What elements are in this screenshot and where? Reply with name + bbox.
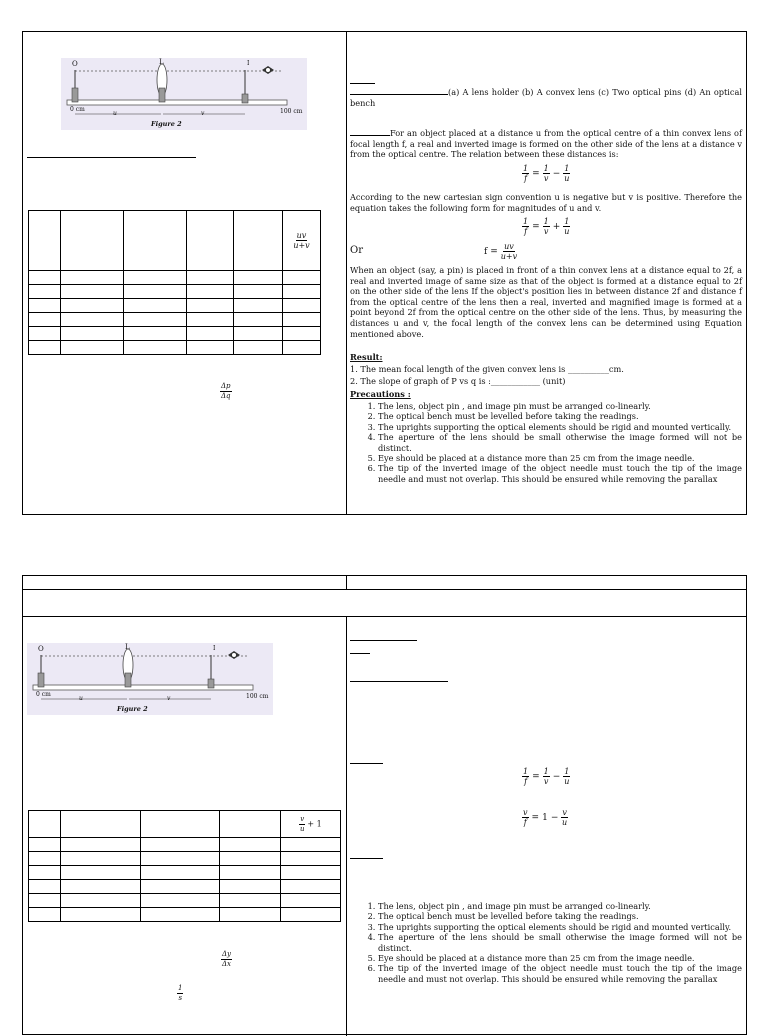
slope-den: Δx bbox=[222, 960, 232, 968]
block2-blank-2 bbox=[350, 653, 370, 654]
block1-figure bbox=[61, 58, 307, 130]
precaution-item: 3. The uprights supporting the optical elements should be rigid and mounted vertically. bbox=[378, 922, 742, 932]
result-line-2: 2. The slope of graph of P vs q is :____________ (unit) bbox=[350, 376, 566, 386]
recip-den: s bbox=[178, 994, 183, 1002]
optical-bench-diagram bbox=[61, 58, 307, 130]
block1-heading-blank bbox=[350, 83, 375, 84]
or-label: Or bbox=[350, 245, 363, 256]
theory-para-1 bbox=[350, 127, 742, 160]
object-label: O bbox=[72, 60, 78, 68]
precautions-heading: Precautions : bbox=[350, 389, 411, 399]
block1-slope-fraction bbox=[220, 381, 232, 401]
table2-header-tail: + 1 bbox=[307, 819, 322, 828]
lens-label: L bbox=[125, 643, 130, 651]
precaution-item: 5. Eye should be placed at a distance more than 25 cm from the image needle. bbox=[378, 953, 742, 963]
block2-header-divider bbox=[346, 575, 347, 589]
theory-para-3: When an object (say, a pin) is placed in front of a thin convex lens at a distance equal to 2f, a real and inverted image of same size as that of the object is formed at a distance equal to 2f on the other side of the lens If the object's position lies in between distance 2f and distance f from the optical centre of the lens then a real, inverted and magnified image is formed at a point beyond 2f from the optical centre on the other side of the lens. Thus, by measuring the distances u and v, the focal length of the convex lens can be determined using Equation mentioned above. bbox=[350, 265, 742, 339]
v-label: v bbox=[201, 110, 205, 117]
u-label: u bbox=[79, 695, 83, 702]
scale-start-label: 0 cm bbox=[70, 106, 85, 113]
figure-caption: Figure 2 bbox=[151, 120, 182, 128]
block2-title-row-line bbox=[22, 616, 747, 617]
theory-p1-text: For an object placed at a distance u from the optical centre of a thin convex lens of focal length f, a real and inverted image is formed on the other side of the lens at a distance v from the optical centre. The relation between these distances is: bbox=[350, 128, 742, 160]
table2-header-num: v bbox=[300, 814, 305, 823]
block2-observation-table bbox=[28, 810, 341, 922]
block1-divider bbox=[346, 31, 347, 515]
lens-equation-1: $\frac{1}{f}$ = $\frac{1}{v}$ − $\frac{1}{u}$ bbox=[523, 164, 570, 183]
image-label: I bbox=[213, 645, 216, 652]
table1-header-den: u+v bbox=[293, 241, 310, 250]
lens-equation-2: $\frac{1}{f}$ = $\frac{1}{v}$ + $\frac{1}{u}$ bbox=[523, 217, 570, 236]
v-label: v bbox=[167, 695, 171, 702]
precaution-item: 5. Eye should be placed at a distance more than 25 cm from the image needle. bbox=[378, 453, 742, 463]
block2-header-row-line bbox=[22, 589, 747, 590]
block2-reciprocal-fraction bbox=[177, 983, 183, 1003]
block2-precautions-list bbox=[350, 901, 742, 984]
theory-para-2: According to the new cartesian sign convention u is negative but v is positive. Therefore the equation takes the following form for magnitudes of u and v. bbox=[350, 192, 742, 213]
image-label: I bbox=[247, 60, 250, 67]
slope-den: Δq bbox=[221, 392, 231, 400]
block1-observation-table bbox=[28, 210, 321, 355]
precaution-item: 1. The lens, object pin , and image pin must be arranged co-linearly. bbox=[378, 901, 742, 911]
object-label: O bbox=[38, 645, 44, 653]
figure-caption: Figure 2 bbox=[117, 705, 148, 713]
scale-end-label: 100 cm bbox=[246, 693, 269, 700]
precaution-item: 2. The optical bench must be levelled before taking the readings. bbox=[378, 911, 742, 921]
precaution-item: 6. The tip of the inverted image of the object needle must touch the tip of the image needle and must not overlap. This should be ensured while removing the parallax bbox=[378, 963, 742, 984]
slope-num: Δy bbox=[222, 950, 232, 958]
block2-divider bbox=[346, 616, 347, 1036]
optical-bench-diagram bbox=[27, 643, 273, 715]
precaution-item: 4. The aperture of the lens should be small otherwise the image formed will not be distinct. bbox=[378, 432, 742, 453]
precaution-item: 4. The aperture of the lens should be small otherwise the image formed will not be distinct. bbox=[378, 932, 742, 953]
slope-num: Δp bbox=[221, 382, 231, 390]
precaution-item: 2. The optical bench must be levelled before taking the readings. bbox=[378, 411, 742, 421]
block1-left-blank-line bbox=[27, 157, 196, 158]
block2-blank-4 bbox=[350, 763, 383, 764]
scale-end-label: 100 cm bbox=[280, 108, 303, 115]
block2-blank-1 bbox=[350, 640, 417, 641]
precaution-item: 6. The tip of the inverted image of the object needle must touch the tip of the image needle and must not overlap. This should be ensured while removing the parallax bbox=[378, 463, 742, 484]
recip-num: 1 bbox=[178, 984, 183, 992]
apparatus-line bbox=[350, 86, 742, 108]
apparatus-text: (a) A lens holder (b) A convex lens (c) Two optical pins (d) An optical bench bbox=[350, 87, 742, 108]
block2-slope-fraction bbox=[221, 949, 232, 969]
precaution-item: 3. The uprights supporting the optical elements should be rigid and mounted vertically. bbox=[378, 422, 742, 432]
u-label: u bbox=[113, 110, 117, 117]
scale-start-label: 0 cm bbox=[36, 691, 51, 698]
block1-precautions-list bbox=[350, 401, 742, 484]
lens-label: L bbox=[159, 58, 164, 66]
block2-lens-equation-1: $\frac{1}{f}$ = $\frac{1}{v}$ − $\frac{1}{u}$ bbox=[523, 767, 570, 786]
block2-blank-3 bbox=[350, 681, 448, 682]
block2-lens-equation-2: $\frac{v}{f}$ = 1 − $\frac{v}{u}$ bbox=[523, 808, 568, 827]
result-heading: Result: bbox=[350, 352, 383, 362]
table1-header-num: uv bbox=[296, 231, 307, 240]
lens-equation-3: f = $\frac{uv}{u+v}$ bbox=[484, 242, 518, 261]
block2-blank-5 bbox=[350, 858, 383, 859]
precaution-item: 1. The lens, object pin , and image pin must be arranged co-linearly. bbox=[378, 401, 742, 411]
table2-header-den: u bbox=[299, 824, 305, 833]
block2-figure bbox=[27, 643, 273, 715]
result-line-1: 1. The mean focal length of the given convex lens is __________cm. bbox=[350, 364, 624, 374]
